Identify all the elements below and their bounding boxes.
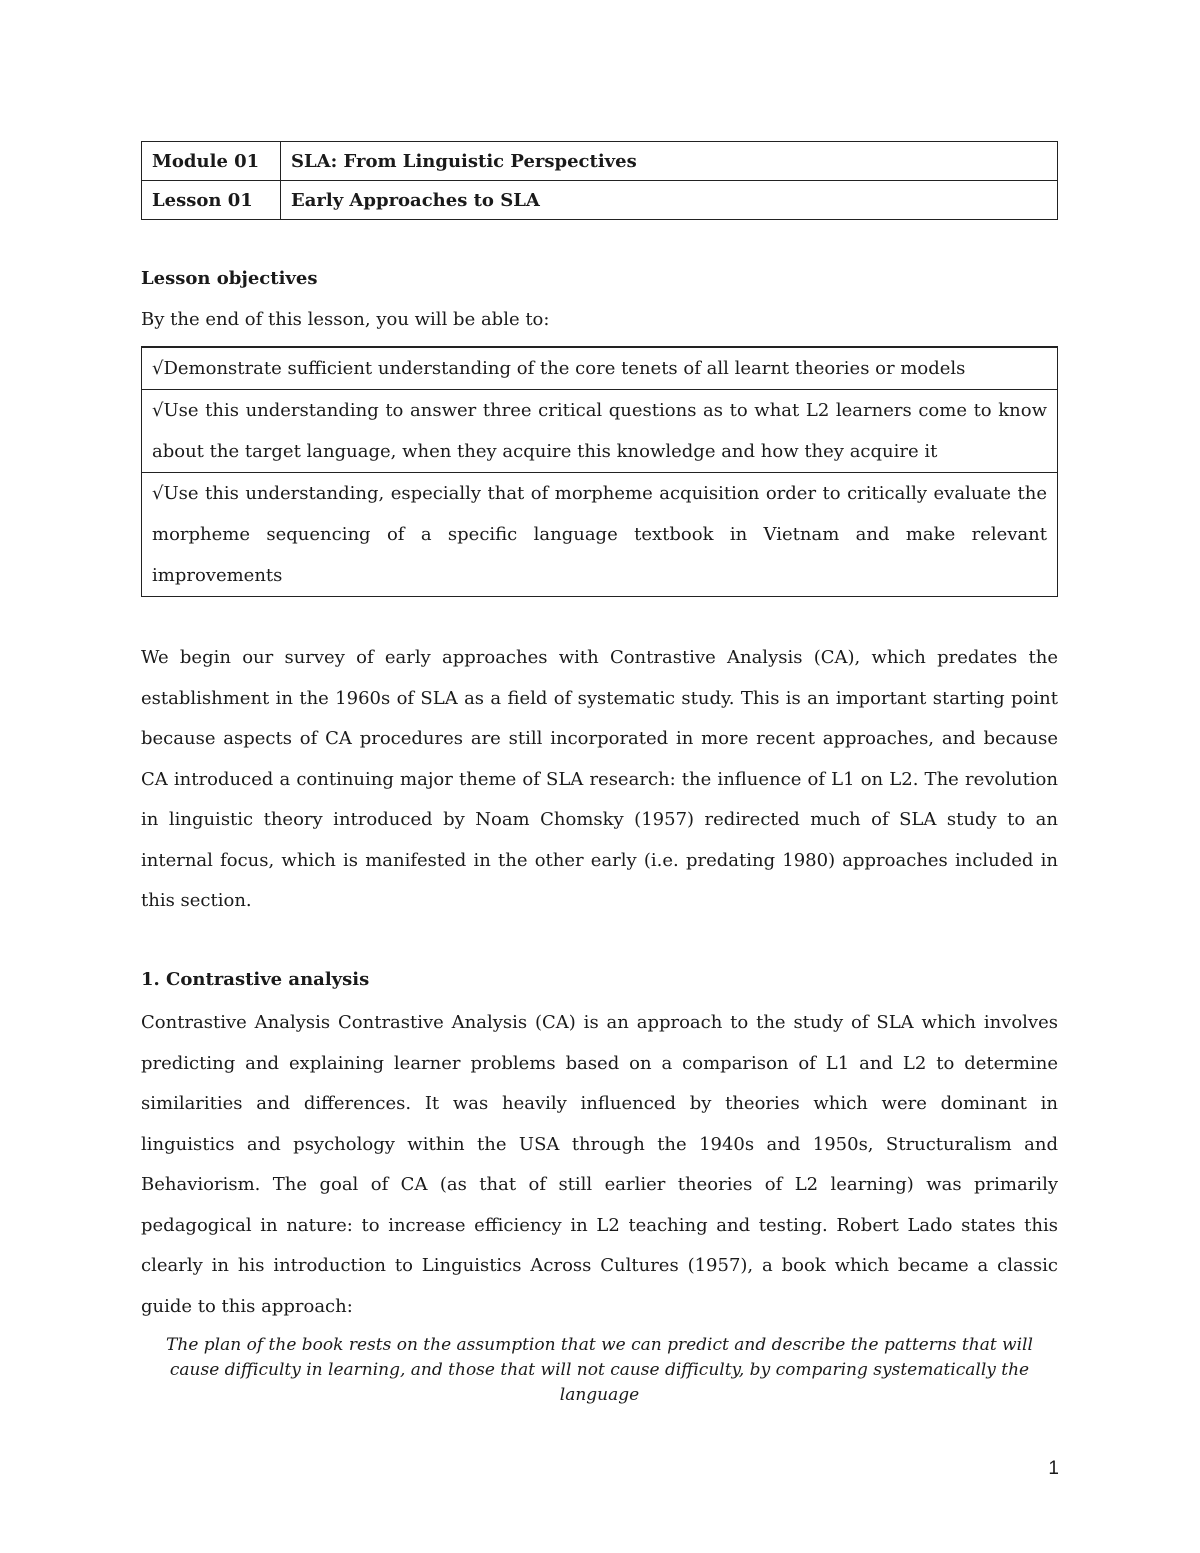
section-heading: 1. Contrastive analysis [141, 969, 370, 990]
objectives-intro: By the end of this lesson, you will be able to: [141, 309, 550, 330]
section-paragraph: Contrastive Analysis Contrastive Analysis (CA) is an approach to the study of SLA which involves predicting and explaining learner problems based on a comparison of L1 and L2 to determine similarities and differences. It was heavily influenced by theories which were dominant in linguistics and psychology within the USA through the 1940s and 1950s, Structuralism and Behaviorism. The goal of CA (as that of still earlier theories of L2 learning) was primarily pedagogical in nature: to increase efficiency in L2 teaching and testing. Robert Lado states this clearly in his introduction to Linguistics Across Cultures (1957), a book which became a classic guide to this approach: [141, 1012, 1058, 1317]
lesson-title: Early Approaches to SLA [281, 181, 1058, 220]
block-quote: The plan of the book rests on the assumption that we can predict and describe the patterns that will cause difficulty in learning, and those that will not cause difficulty, by comparing systematically the language [166, 1335, 1033, 1405]
objective-item: √Use this understanding, especially that of morpheme acquisition order to critically evaluate the morpheme sequencing of a specific language textbook in Vietnam and make relevant improvements [142, 473, 1058, 597]
module-title: SLA: From Linguistic Perspectives [281, 142, 1058, 181]
objectives-heading: Lesson objectives [141, 268, 318, 289]
objective-item: √Use this understanding to answer three critical questions as to what L2 learners come to know about the target language, when they acquire this knowledge and how they acquire it [142, 390, 1058, 473]
objective-item: √Demonstrate sufficient understanding of the core tenets of all learnt theories or models [142, 347, 1058, 390]
module-row [142, 142, 1058, 181]
module-label: Module 01 [142, 142, 281, 181]
module-header-table [141, 141, 1058, 220]
intro-paragraph: We begin our survey of early approaches with Contrastive Analysis (CA), which predates the establishment in the 1960s of SLA as a field of systematic study. This is an important starting point because aspects of CA procedures are still incorporated in more recent approaches, and because CA introduced a continuing major theme of SLA research: the influence of L1 on L2. The revolution in linguistic theory introduced by Noam Chomsky (1957) redirected much of SLA study to an internal focus, which is manifested in the other early (i.e. predating 1980) approaches included in this section. [141, 647, 1058, 911]
lesson-label: Lesson 01 [142, 181, 281, 220]
page-number: 1 [1048, 1458, 1059, 1479]
objectives-table [141, 346, 1058, 597]
lesson-row [142, 181, 1058, 220]
